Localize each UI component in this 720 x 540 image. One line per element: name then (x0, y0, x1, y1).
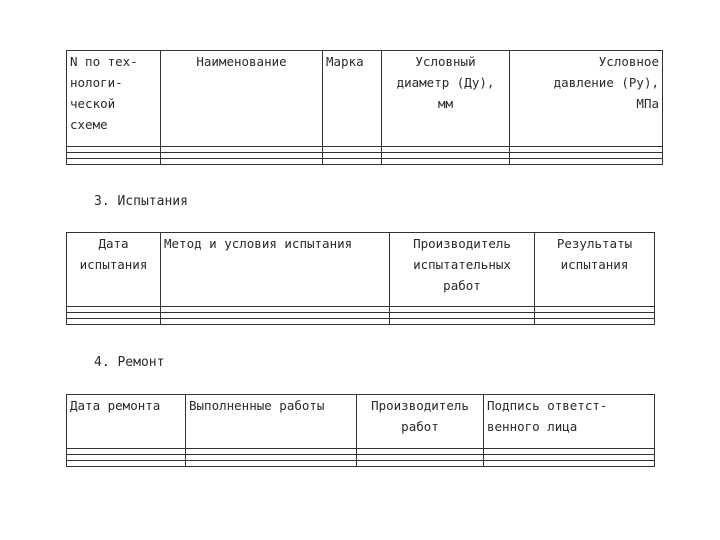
testing-table-header (67, 233, 655, 307)
testing-table (66, 232, 655, 325)
header-nominal-pressure: Условное давление (Ру), МПа (510, 51, 663, 147)
header-repair-date: Дата ремонта (67, 395, 186, 449)
header-work-done: Выполненные работы (186, 395, 357, 449)
section-title-testing: 3. Испытания (94, 194, 188, 209)
table-row (67, 319, 655, 325)
equipment-table (66, 50, 663, 165)
header-nominal-diameter: Условный диаметр (Ду), мм (382, 51, 510, 147)
table-row (67, 461, 655, 467)
repair-table (66, 394, 655, 467)
header-test-date: Дата испытания (67, 233, 161, 307)
equipment-table-header (67, 51, 663, 147)
header-name: Наименование (161, 51, 323, 147)
header-responsible-signature: Подпись ответст- венного лица (484, 395, 655, 449)
header-scheme-number: N по тех- нологи- ческой схеме (67, 51, 161, 147)
header-brand: Марка (323, 51, 382, 147)
table-row (67, 159, 663, 165)
header-test-method: Метод и условия испытания (161, 233, 390, 307)
header-test-results: Результаты испытания (535, 233, 655, 307)
header-repair-performer: Производитель работ (357, 395, 484, 449)
repair-table-header (67, 395, 655, 449)
header-test-performer: Производитель испытательных работ (390, 233, 535, 307)
section-title-repair: 4. Ремонт (94, 355, 165, 370)
